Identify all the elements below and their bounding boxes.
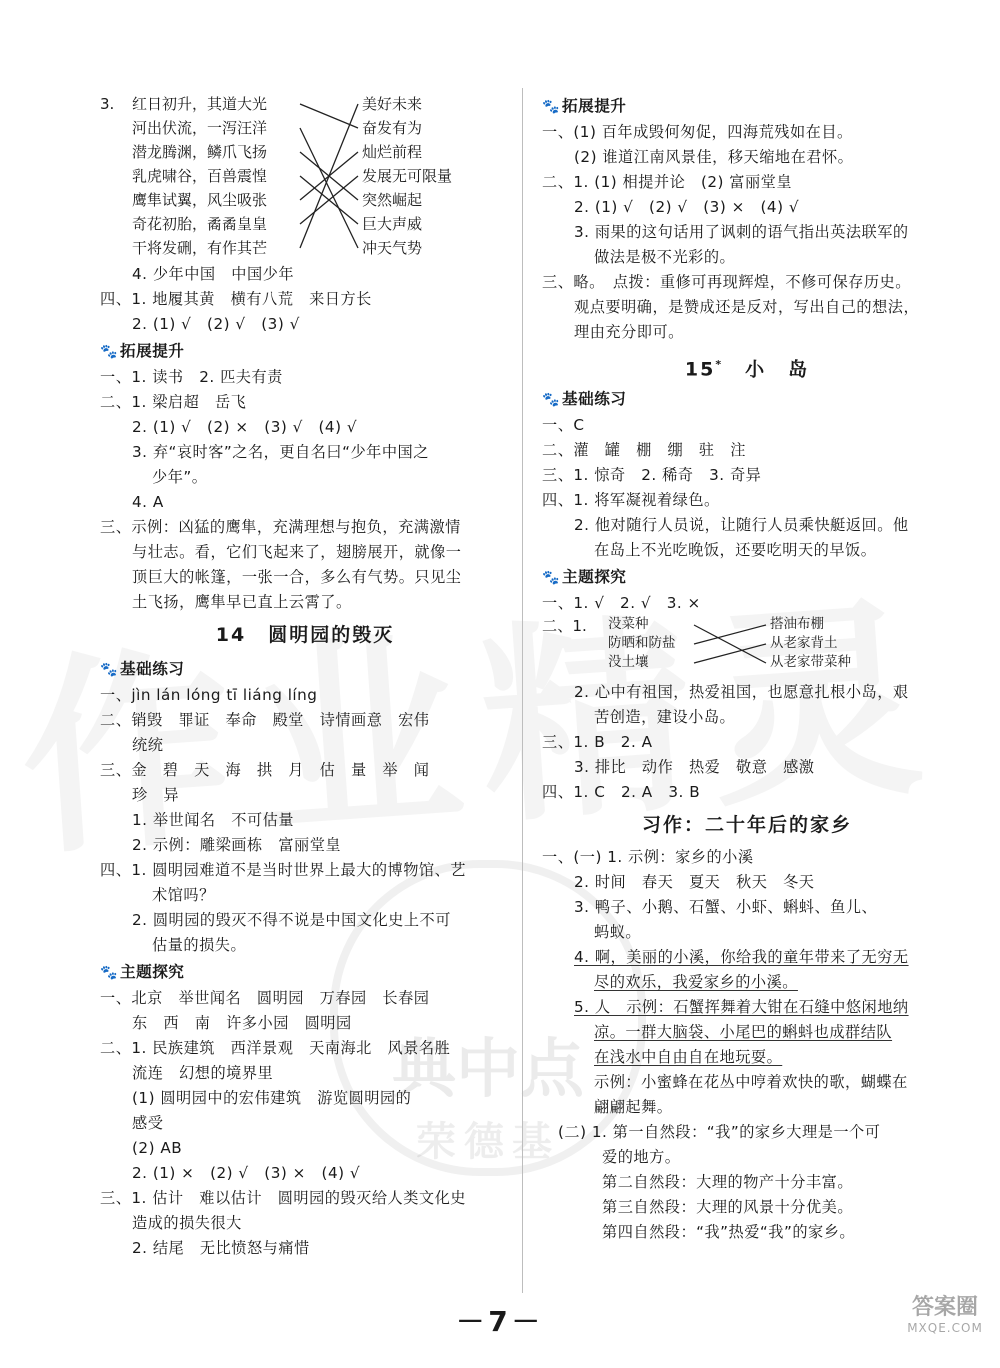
answer-line: 1. 举世闻名 不可估量: [132, 811, 295, 829]
answer-line: 二、灌 罐 棚 绷 驻 注: [542, 441, 746, 459]
match-left-item: 没土壤: [608, 654, 649, 670]
match-left-item: 没菜种: [608, 616, 649, 632]
underlined-answer-line: 凉。一群大脑袋、小尾巴的蝌蚪也成群结队: [594, 1023, 893, 1041]
answer-line: 3. 鸭子、小鹅、石蟹、小虾、蝌蚪、鱼儿、: [574, 898, 878, 916]
paw-icon: 🐾: [100, 965, 118, 981]
answer-line: 2. (1) √ (2) × (3) √ (4) √: [132, 418, 358, 436]
match-left-item: 乳虎啸谷，百兽震惶: [132, 167, 268, 185]
answer-line: 四、1. 地履其黄 横有八荒 来日方长: [100, 290, 372, 308]
answer-line: 与壮志。看，它们飞起来了，翅膀展开，就像一: [132, 543, 462, 561]
match-right-item: 奋发有为: [362, 119, 423, 137]
answer-line: (二) 1. 第一自然段：“我”的家乡大理是一个可: [558, 1123, 881, 1141]
answer-line: 翩翩起舞。: [594, 1098, 673, 1116]
section-heading: [542, 92, 952, 120]
answer-line: 二、1. 梁启超 岳飞: [100, 393, 247, 411]
underlined-answer-line: 4. 啊，美丽的小溪，你给我的童年带来了无穷无: [574, 948, 909, 966]
answer-line: 统统: [132, 736, 164, 754]
section-heading: [100, 958, 510, 986]
answer-line: 4. 少年中国 中国少年: [132, 265, 295, 283]
section-heading-text: 主题探究: [120, 963, 185, 981]
answer-line: 做法是极不光彩的。: [594, 248, 736, 266]
answer-line: 东 西 南 许多小园 圆明园: [132, 1014, 352, 1032]
answer-line: 蚂蚁。: [594, 923, 642, 941]
answer-line: 2. 时间 春天 夏天 秋天 冬天: [574, 873, 815, 891]
match-right-item: 美好未来: [362, 95, 423, 113]
match-label: 3.: [100, 95, 115, 113]
section-heading-text: 拓展提升: [120, 342, 185, 360]
answer-line: 二、1. 民族建筑 西洋景观 天南海北 风景名胜: [100, 1039, 451, 1057]
match-right-item: 发展无可限量: [362, 167, 453, 185]
right-column: [542, 92, 952, 1245]
match-right-item: 冲天气势: [362, 239, 423, 257]
answer-line: 二、1. (1) 相提并论 (2) 富丽堂皇: [542, 173, 793, 191]
answer-line: 三、金 碧 天 海 拱 月 估 量 举 闻: [100, 761, 430, 779]
match-lines: [692, 616, 768, 680]
answer-line: (2) AB: [132, 1139, 183, 1157]
pinyin-line: 一、jìn lán lóng tī liáng líng: [100, 686, 318, 704]
answer-line: 感受: [132, 1114, 164, 1132]
match-right-item: 巨大声威: [362, 215, 423, 233]
answer-line: 三、1. 估计 难以估计 圆明园的毁灭给人类文化史: [100, 1189, 466, 1207]
match-lines: [298, 92, 360, 262]
answer-line: 二、销毁 罪证 奉命 殿堂 诗情画意 宏伟: [100, 711, 430, 729]
answer-line: 一、1. 读书 2. 匹夫有责: [100, 368, 283, 386]
lesson-name-char: 岛: [788, 358, 810, 381]
match-left-item: 红日初升，其道大光: [132, 95, 268, 113]
lesson-number: 14: [215, 624, 247, 646]
answer-line: 三、1. 惊奇 2. 稀奇 3. 奇异: [542, 466, 762, 484]
section-heading: [542, 563, 952, 591]
answer-line: 3. 雨果的这句话用了讽刺的语气指出英法联军的: [574, 223, 909, 241]
answer-line: 少年”。: [152, 468, 208, 486]
watermark-stamp-subtext: 荣德基: [416, 1119, 560, 1165]
answer-line: 2. 圆明园的毁灭不得不说是中国文化史上不可: [132, 911, 451, 929]
answer-line: 顶巨大的帐篷，一张一合，多么有气势。只见尘: [132, 568, 462, 586]
answer-line: 第二自然段：大理的物产十分丰富。: [602, 1173, 853, 1191]
answer-line: 苦创造，建设小岛。: [594, 708, 736, 726]
match-left-item: 鹰隼试翼，风尘吸张: [132, 191, 268, 209]
answer-line: 3. 弃“哀时客”之名，更自名曰“少年中国之: [132, 443, 429, 461]
match-left-list: [132, 92, 267, 260]
underlined-answer-line: 在浅水中自由自在地玩耍。: [594, 1048, 783, 1066]
answer-line: 一、(一) 1. 示例：家乡的小溪: [542, 848, 754, 866]
answer-line: 爱的地方。: [602, 1148, 681, 1166]
lesson-title-15: [542, 345, 952, 385]
underlined-answer-line: 尽的欢乐，我爱家乡的小溪。: [594, 973, 798, 991]
match-left-item: 防晒和防盐: [608, 635, 676, 651]
lesson-title-14: [100, 615, 510, 655]
answer-line: 流连 幻想的境界里: [132, 1064, 274, 1082]
answer-line: 三、略。 点拨：重修可再现辉煌，不修可保存历史。: [542, 273, 911, 291]
answer-line: 第四自然段：“我”热爱“我”的家乡。: [602, 1223, 856, 1241]
left-column: [100, 92, 510, 1261]
match-left-item: 河出伏流，一泻汪洋: [132, 119, 268, 137]
answer-line: 4. A: [132, 493, 164, 511]
answer-line: 一、(1) 百年成毁何匆促，四海荒残如在目。: [542, 123, 853, 141]
section-heading: [542, 385, 952, 413]
answer-line: 造成的损失很大: [132, 1214, 242, 1232]
match-right-item: 灿烂前程: [362, 143, 423, 161]
answer-line: 2. (1) × (2) √ (3) × (4) √: [132, 1164, 361, 1182]
match-right-list: [362, 92, 452, 260]
section-heading: [100, 337, 510, 365]
watermark-corner-logo-text: 答案圈: [911, 1295, 978, 1320]
match-exercise-2: [542, 616, 952, 680]
match-right-item: 从老家背土: [770, 635, 838, 651]
lesson-name-char: 小: [745, 358, 767, 381]
paw-icon: 🐾: [542, 99, 560, 115]
match-left-item: 奇花初胎，矞矞皇皇: [132, 215, 268, 233]
answer-line: 3. 排比 动作 热爱 敬意 感激: [574, 758, 815, 776]
answer-line: 2. 心中有祖国，热爱祖国，也愿意扎根小岛，艰: [574, 683, 909, 701]
section-heading-text: 主题探究: [562, 568, 627, 586]
answer-line: 估量的损失。: [152, 936, 247, 954]
answer-line: 2. 他对随行人员说，让随行人员乘快艇返回。他: [574, 516, 909, 534]
lesson-number: 15: [684, 358, 716, 381]
answer-line: 一、C: [542, 416, 585, 434]
answer-line: 三、1. B 2. A: [542, 733, 653, 751]
answer-line: (2) 谁道江南风景佳，移天缩地在君怀。: [574, 148, 854, 166]
section-heading-text: 基础练习: [120, 660, 185, 678]
paw-icon: 🐾: [542, 570, 560, 586]
match-right-item: 搭油布棚: [770, 616, 824, 632]
underlined-answer-line: 5. 人 示例：石蟹挥舞着大钳在石缝中悠闲地纳: [574, 998, 909, 1016]
match-right-item: 从老家带菜种: [770, 654, 851, 670]
paw-icon: 🐾: [100, 344, 118, 360]
answer-line: 土飞扬，鹰隼早已直上云霄了。: [132, 593, 352, 611]
composition-title: 习作：二十年后的家乡: [641, 814, 852, 836]
answer-line: 第三自然段：大理的风景十分优美。: [602, 1198, 853, 1216]
answer-line: 观点要明确，是赞成还是反对，写出自己的想法，: [574, 298, 920, 316]
section-heading-text: 基础练习: [562, 390, 627, 408]
answer-line: 四、1. C 2. A 3. B: [542, 783, 701, 801]
answer-line: 在岛上不光吃晚饭，还要吃明天的早饭。: [594, 541, 877, 559]
answer-line: 三、示例：凶猛的鹰隼，充满理想与抱负，充满激情: [100, 518, 461, 536]
answer-line: 2. 结尾 无比愤怒与痛惜: [132, 1239, 310, 1257]
answer-line: 四、1. 将军凝视着绿色。: [542, 491, 720, 509]
watermark-stamp-text: 典中点: [392, 1033, 584, 1107]
paw-icon: 🐾: [100, 662, 118, 678]
column-divider: [522, 88, 523, 1293]
lesson-name: 圆明园的毁灭: [268, 624, 395, 646]
answer-line: (1) 圆明园中的宏伟建筑 游览圆明园的: [132, 1089, 412, 1107]
match-left-item: 潜龙腾渊，鳞爪飞扬: [132, 143, 268, 161]
answer-line: 珍 异: [132, 786, 180, 804]
match-right-item: 突然崛起: [362, 191, 423, 209]
answer-line: 一、1. √ 2. √ 3. ×: [542, 594, 701, 612]
answer-line: 术馆吗？: [152, 886, 215, 904]
match-exercise: [100, 92, 510, 262]
answer-line: 理由充分即可。: [574, 323, 684, 341]
section-heading-text: 拓展提升: [562, 97, 627, 115]
lesson-star: *: [715, 358, 724, 371]
answer-line: 一、北京 举世闻名 圆明园 万春园 长春园: [100, 989, 430, 1007]
section-heading: [100, 655, 510, 683]
answer-line: 四、1. 圆明园难道不是当时世界上最大的博物馆、艺: [100, 861, 466, 879]
paw-icon: 🐾: [542, 392, 560, 408]
answer-line: 示例：小蜜蜂在花丛中哼着欢快的歌，蝴蝶在: [594, 1073, 908, 1091]
watermark-corner-url: MXQE.COM: [907, 1321, 983, 1335]
match-left-item: 干将发硎，有作其芒: [132, 239, 268, 257]
answer-line: 2. 示例：雕梁画栋 富丽堂皇: [132, 836, 342, 854]
page-number: －7－: [456, 1305, 544, 1338]
match-label: 二、1.: [542, 617, 587, 635]
answer-line: 2. (1) √ (2) √ (3) × (4) √: [574, 198, 800, 216]
answer-line: 2. (1) √ (2) √ (3) √: [132, 315, 300, 333]
